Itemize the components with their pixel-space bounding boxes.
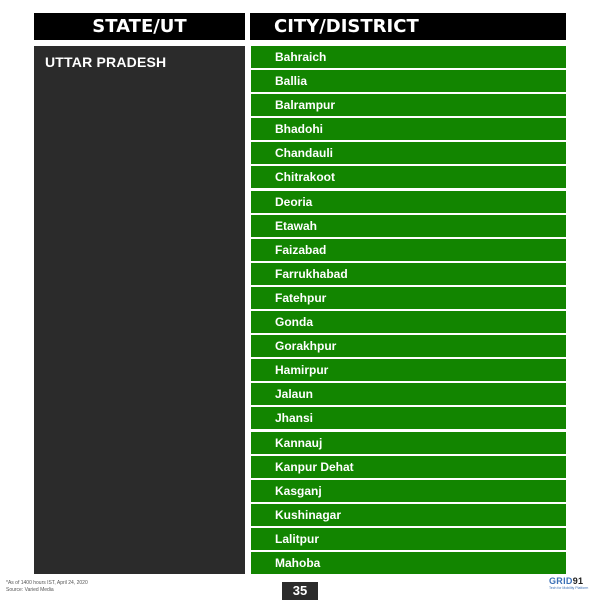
district-row: Etawah [251, 215, 566, 237]
district-row: Jalaun [251, 383, 566, 405]
state-column-header: STATE/UT [34, 13, 245, 40]
district-row: Gorakhpur [251, 335, 566, 357]
state-panel [34, 46, 245, 574]
district-row: Bhadohi [251, 118, 566, 140]
district-row: Kushinagar [251, 504, 566, 526]
logo-word: GRID [549, 576, 573, 586]
district-row: Chandauli [251, 142, 566, 164]
district-row: Ballia [251, 70, 566, 92]
footnote [6, 580, 88, 593]
state-name: UTTAR PRADESH [45, 54, 167, 70]
district-row: Faizabad [251, 239, 566, 261]
district-row: Deoria [251, 191, 566, 213]
district-row: Chitrakoot [251, 166, 566, 188]
district-row: Lalitpur [251, 528, 566, 550]
city-column-header: CITY/DISTRICT [250, 13, 566, 40]
district-row: Gonda [251, 311, 566, 333]
district-row: Fatehpur [251, 287, 566, 309]
footnote-source: Source: Varied Media [6, 586, 54, 593]
footnote-note: *As of 1400 hours IST, April 24, 2020 [6, 580, 88, 586]
district-row: Mahoba [251, 552, 566, 574]
district-row: Kasganj [251, 480, 566, 502]
grid91-logo [549, 576, 595, 590]
district-row: Balrampur [251, 94, 566, 116]
district-row: Jhansi [251, 407, 566, 429]
district-row: Kanpur Dehat [251, 456, 566, 478]
district-list [251, 46, 566, 576]
district-row: Bahraich [251, 46, 566, 68]
logo-number: 91 [572, 576, 584, 586]
page-number: 35 [282, 582, 318, 600]
logo-tagline: Tech for Mobility Platform [549, 586, 589, 590]
district-row: Farrukhabad [251, 263, 566, 285]
district-row: Kannauj [251, 432, 566, 454]
logo-wordmark [549, 576, 595, 586]
district-row: Hamirpur [251, 359, 566, 381]
